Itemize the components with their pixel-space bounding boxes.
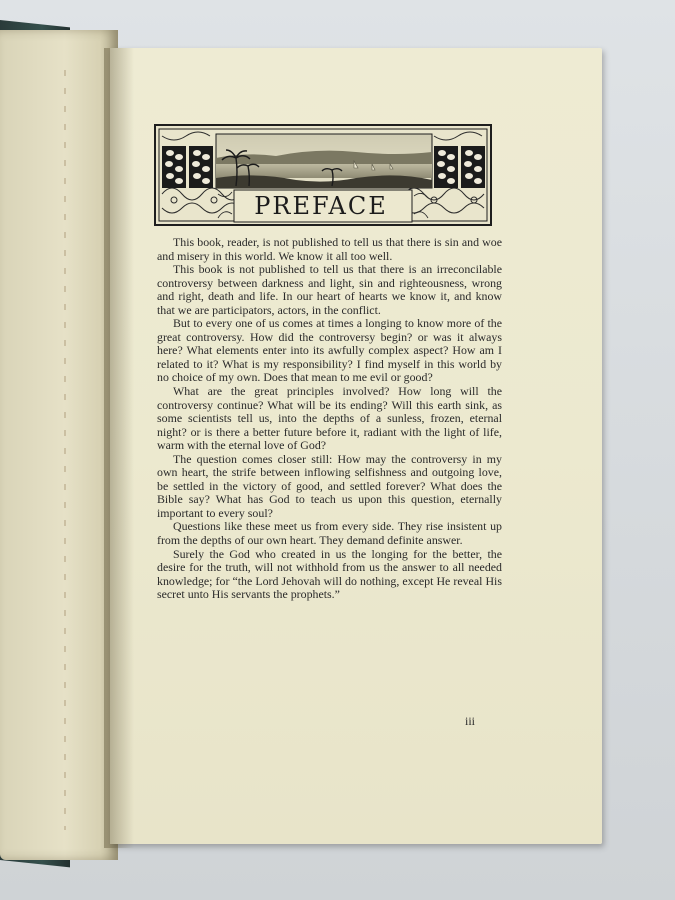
paragraph: This book is not published to tell us that there is an irreconcilable controversy between darkness and light, sin and righteousness, wrong and right, death and life. In our heart of hearts we know it, and know that we are participators, actors, in the conflict. — [157, 262, 502, 317]
binding-stitch — [64, 70, 66, 830]
left-page — [0, 30, 118, 860]
paragraph: Surely the God who created in us the longing for the better, the desire for the truth, will not withhold from us the answer to all needed knowledge; for “the Lord Jehovah will do nothing, except He reveal His secret unto His servants the prophets.” — [157, 546, 502, 602]
gutter-shadow — [104, 48, 134, 848]
paragraph: This book, reader, is not published to tell us that there is sin and woe and misery in this world. We know it all too well. — [157, 235, 502, 263]
preface-body — [157, 236, 502, 602]
page-number: iii — [465, 714, 476, 728]
paragraph: What are the great principles involved? How long will the controversy continue? What will be its ending? Will this earth sink, as some scientists tell us, into the depths of a sunless, frozen, eternal night? or is there a better future before it, radiant with the light of life, warm with the eternal love of God? — [157, 384, 502, 453]
page-title: PREFACE — [254, 192, 388, 220]
paragraph: But to every one of us comes at times a longing to know more of the great controversy. How did the controversy begin? or was it always here? What elements enter into its awfully complex aspect? How am I related to it? What is my responsibility? I find myself in this world by no choice of my own. Does that mean to me evil or good? — [157, 316, 502, 385]
paragraph: The question comes closer still: How may the controversy in my own heart, the strife between inflowing selfishness and outgoing love, be settled in the victory of good, and settled forever? What does the Bible say? What has God to teach us upon this question, eternally important to every soul? — [157, 451, 502, 520]
paragraph: Questions like these meet us from every side. They rise insistent up from the depths of our own heart. They demand definite answer. — [157, 519, 502, 548]
